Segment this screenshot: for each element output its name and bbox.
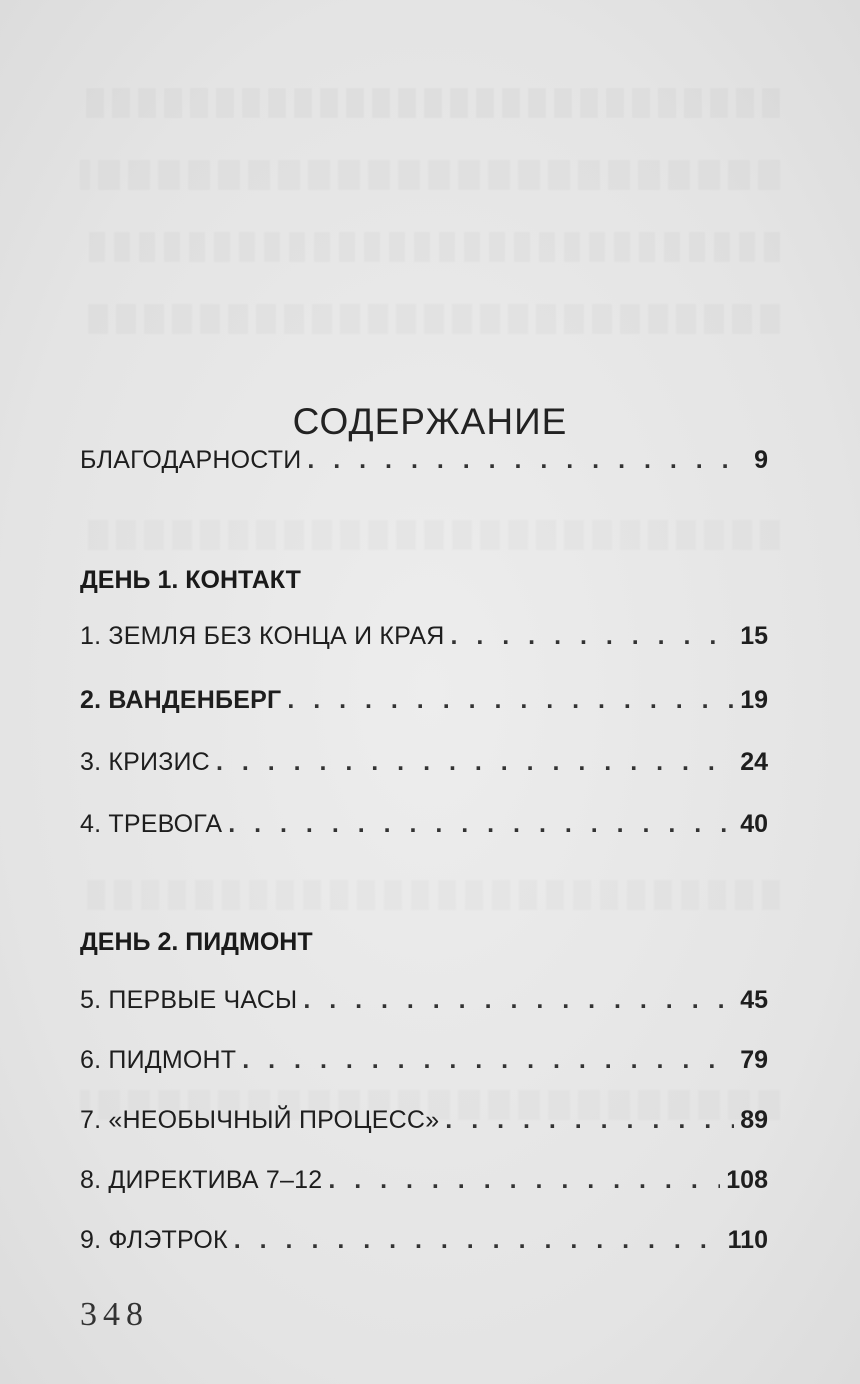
toc-entry-page: 79 [740, 1046, 768, 1074]
dot-leader [216, 748, 734, 777]
toc-entry-label: БЛАГОДАРНОСТИ [80, 446, 302, 474]
toc-entry-page: 108 [726, 1166, 768, 1194]
toc-entry[interactable] [80, 1226, 768, 1260]
toc-entry[interactable] [80, 748, 768, 782]
dot-leader [451, 622, 735, 651]
toc-entry-label: 3. КРИЗИС [80, 748, 210, 776]
toc-entry-page: 40 [740, 810, 768, 838]
toc-entry-label: 6. ПИДМОНТ [80, 1046, 237, 1074]
toc-entry-page: 9 [754, 446, 768, 474]
toc-entry-label: 4. ТРЕВОГА [80, 810, 223, 838]
dot-leader [307, 446, 748, 475]
toc-entry[interactable] [80, 810, 768, 844]
toc-entry-label: 2. ВАНДЕНБЕРГ [80, 686, 282, 714]
toc-entry-label: 8. ДИРЕКТИВА 7–12 [80, 1166, 323, 1194]
toc-entry-page: 89 [740, 1106, 768, 1134]
toc-entry[interactable] [80, 686, 768, 720]
dot-leader [328, 1166, 720, 1195]
section-heading: ДЕНЬ 1. КОНТАКТ [80, 566, 301, 594]
show-through-texture [80, 88, 780, 118]
toc-entry[interactable] [80, 1166, 768, 1200]
toc-entry-page: 24 [740, 748, 768, 776]
dot-leader [287, 686, 734, 715]
toc-entry[interactable] [80, 1046, 768, 1080]
toc-entry[interactable] [80, 1106, 768, 1140]
dot-leader [445, 1106, 734, 1135]
toc-entry[interactable] [80, 622, 768, 656]
toc-entry-page: 19 [740, 686, 768, 714]
dot-leader [228, 810, 734, 839]
toc-entry-label: 7. «НЕОБЫЧНЫЙ ПРОЦЕСС» [80, 1106, 440, 1134]
dot-leader [242, 1046, 734, 1075]
toc-entry[interactable] [80, 986, 768, 1020]
page-number: 348 [80, 1296, 149, 1333]
dot-leader [234, 1226, 722, 1255]
show-through-texture [80, 880, 780, 910]
toc-entry-label: 1. ЗЕМЛЯ БЕЗ КОНЦА И КРАЯ [80, 622, 445, 650]
toc-entry[interactable] [80, 446, 768, 480]
show-through-texture [80, 520, 780, 550]
toc-entry-page: 110 [727, 1226, 768, 1254]
section-heading: ДЕНЬ 2. ПИДМОНТ [80, 928, 313, 956]
toc-entry-label: 5. ПЕРВЫЕ ЧАСЫ [80, 986, 298, 1014]
toc-entry-label: 9. ФЛЭТРОК [80, 1226, 228, 1254]
show-through-texture [80, 160, 780, 190]
toc-entry-page: 15 [740, 622, 768, 650]
toc-entry-page: 45 [740, 986, 768, 1014]
dot-leader [303, 986, 734, 1015]
show-through-texture [80, 232, 780, 262]
show-through-texture [80, 304, 780, 334]
toc-title: СОДЕРЖАНИЕ [292, 400, 568, 442]
